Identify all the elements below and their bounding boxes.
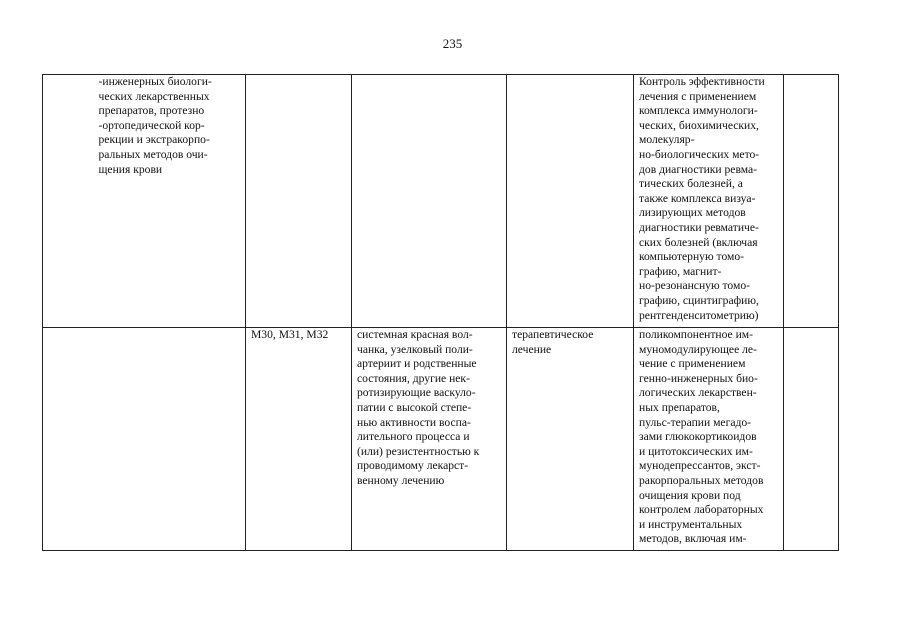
treatment-type-text: терапевтическое лечение (512, 328, 594, 356)
patient-model-cell (352, 75, 507, 328)
page-number: 235 (442, 36, 463, 51)
treatment-type-cell (507, 75, 634, 328)
row-number-cell (43, 328, 91, 551)
icd-codes-cell (246, 328, 352, 551)
profile-cell (91, 75, 246, 328)
treatment-method-text: поликомпонентное им- муномодулирующее ле- чение с применением генно-инженерных био- логических лекарствен- ных препаратов, пульс-терапии мегадо- зами глюкокортикоидов и цитотоксических им- мунодепрессантов, экст- ракорпоральных методов очищения крови под контролем лабораторных и инструментальных методов, включая им- (639, 328, 764, 546)
profile-text: -инженерных биологи- ческих лекарственных препаратов, протезно -ортопедической кор- рекции и экстракорпо- ральных методов очи- щения крови (98, 75, 212, 176)
table-row (43, 328, 839, 551)
icd-codes-text: M30, M31, M32 (251, 328, 329, 341)
patient-model-text: системная красная вол- чанка, узелковый поли- артериит и родственные состояния, другие нек- ротизирующие васкуло- патии с высокой степе- нью активности воспа- лительного процесса и (или) резистентностью к проводимому лекарст- венному лечению (357, 328, 480, 487)
treatment-type-cell (507, 328, 634, 551)
icd-codes-cell (246, 75, 352, 328)
norm-cost-cell (784, 75, 839, 328)
table-row (43, 75, 839, 328)
treatment-method-text: Контроль эффективности лечения с применением комплекса иммунологи- ческих, биохимических, молекуляр- но-биологических мето- дов диагностики ревма- тических болезней, а также комплекса визуа- лизирующих методов диагностики ревматиче- ских болезней (включая компьютерную томо- графию, магнит- но-резонансную томо- графию, сцинтиграфию, рентгенденситометрию) (639, 75, 765, 322)
row-number-cell (43, 75, 91, 328)
treatment-method-cell (634, 75, 784, 328)
profile-cell (91, 328, 246, 551)
patient-model-cell (352, 328, 507, 551)
norm-cost-cell (784, 328, 839, 551)
medical-care-table (42, 74, 839, 551)
treatment-method-cell (634, 328, 784, 551)
